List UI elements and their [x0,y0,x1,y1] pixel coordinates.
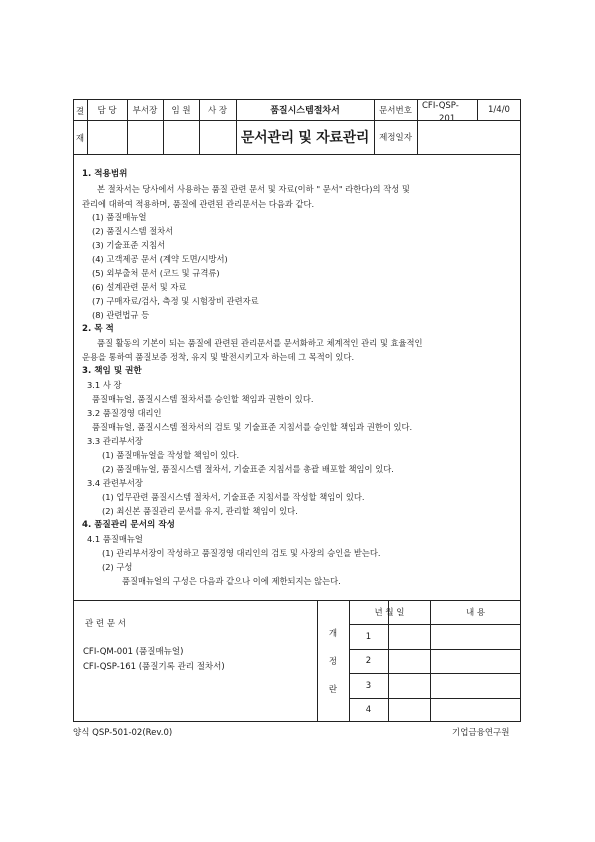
related-doc-item: CFI-QM-001 (품질매뉴얼) [83,647,184,657]
organization-name: 기업금융연구원 [452,728,510,738]
list-item: (2) 최신본 품질관리 문서를 유지, 관리할 책임이 있다. [102,506,298,516]
list-item: (1) 품질매뉴얼을 작성할 책임이 있다. [102,450,240,460]
enactment-date-value[interactable] [418,121,520,153]
subsection-heading: 4.1 품질매뉴얼 [87,534,143,544]
subsection-heading: 3.3 관리부서장 [87,436,143,446]
list-item: (2) 품질시스템 절차서 [92,226,174,236]
approver-president: 사 장 [207,105,228,116]
document-category: 품질시스템절차서 [270,106,340,116]
list-item: (5) 외부출처 문서 (코드 및 규격류) [92,268,220,278]
document-title: 문서관리 및 자료관리 [240,130,370,146]
list-item: (2) 품질매뉴얼, 품질시스템 절차서, 기술표준 지침서를 총괄 배포할 책임이 있다. [102,464,394,474]
revision-header-content: 내 용 [465,608,486,618]
list-item: (8) 관련법규 등 [92,310,150,320]
bottom-col-line [317,600,318,722]
body-line: 관리에 대하여 적용하며, 품질에 관련된 관리문서는 다음과 같다. [82,199,315,209]
revision-header-date: 년 월 일 [374,608,405,618]
approval-label-top: 결 [75,107,85,117]
approver-staff: 담 당 [97,105,117,116]
revision-side-label-1: 개 [328,629,338,639]
header-bottom-border [73,154,521,155]
related-doc-item: CFI-QSP-161 (품질기록 관리 절차서) [83,662,225,672]
revision-row-number: 1 [365,631,372,642]
section-2-heading: 2. 목 적 [82,324,114,334]
revision-row-number: 3 [365,680,372,691]
body-line: 품질매뉴얼, 품질시스템 절차서의 검토 및 기술표준 지침서를 승인할 책임과 권한이 있다. [92,422,413,432]
signature-box-dept-head[interactable] [128,121,162,153]
doc-number-value: CFI-QSP- [422,101,459,111]
doc-number-overflow: 201 [439,114,456,120]
list-item: (1) 관리부서장이 작성하고 품질경영 대리인의 검토 및 사장의 승인을 받는다. [102,548,381,558]
approver-dept-head: 부서장 [132,105,158,116]
page-number: 1/4/0 [488,104,510,115]
doc-number-label: 문서번호 [379,105,412,116]
list-item: (1) 품질매뉴얼 [92,212,147,222]
signature-box-president[interactable] [200,121,235,153]
body-line: 품질매뉴얼, 품질시스템 절차서를 승인할 책임과 권한이 있다. [92,394,314,404]
subsection-heading: 3.4 관련부서장 [87,478,143,488]
form-number: 양식 QSP-501-02(Rev.0) [73,728,173,738]
approval-label-bottom: 재 [75,134,85,144]
list-item: (2) 구성 [102,562,133,572]
doc-number-cell [417,99,477,120]
revision-row-number: 2 [365,656,372,666]
subsection-heading: 3.1 사 장 [87,380,122,390]
approver-executive: 임 원 [171,105,191,116]
list-item: (3) 기술표준 지침서 [92,240,166,250]
section-1-heading: 1. 적용범위 [82,169,128,179]
signature-box-executive[interactable] [164,121,198,153]
list-item: (4) 고객제공 문서 (계약 도면/시방서) [92,254,228,264]
body-line: 품질 활동의 기본이 되는 품질에 관련된 관리문서를 문서화하고 체계적인 관리 및 효율적인 [97,338,423,348]
revision-row-number: 4 [365,705,372,715]
body-line: 운용을 통하여 품질보증 정착, 유지 및 발전시키고자 하는데 그 목적이 있다. [82,352,355,362]
list-item: (6) 설계관련 문서 및 자료 [92,282,187,292]
section-3-heading: 3. 책임 및 권한 [82,366,142,376]
section-4-heading: 4. 품질관리 문서의 작성 [82,520,175,530]
enactment-date-label: 제정일자 [379,133,412,143]
list-item: (1) 업무관련 품질시스템 절차서, 기술표준 지침서를 작성할 책임이 있다. [102,492,365,502]
subsection-heading: 3.2 품질경영 대리인 [87,408,162,418]
revision-side-label-3: 란 [328,685,338,695]
revision-side-label-2: 정 [328,657,338,667]
list-item: (7) 구매자료/검사, 측정 및 시험장비 관련자료 [92,296,259,306]
related-docs-label: 관 련 문 서 [85,619,126,629]
body-line: 품질매뉴얼의 구성은 다음과 같으나 이에 제한되지는 않는다. [122,576,341,586]
body-line: 본 절차서는 당사에서 사용하는 품질 관련 문서 및 자료(이하 " 문서" 라한다)의 작성 및 [97,184,410,194]
signature-box-staff[interactable] [88,121,126,153]
